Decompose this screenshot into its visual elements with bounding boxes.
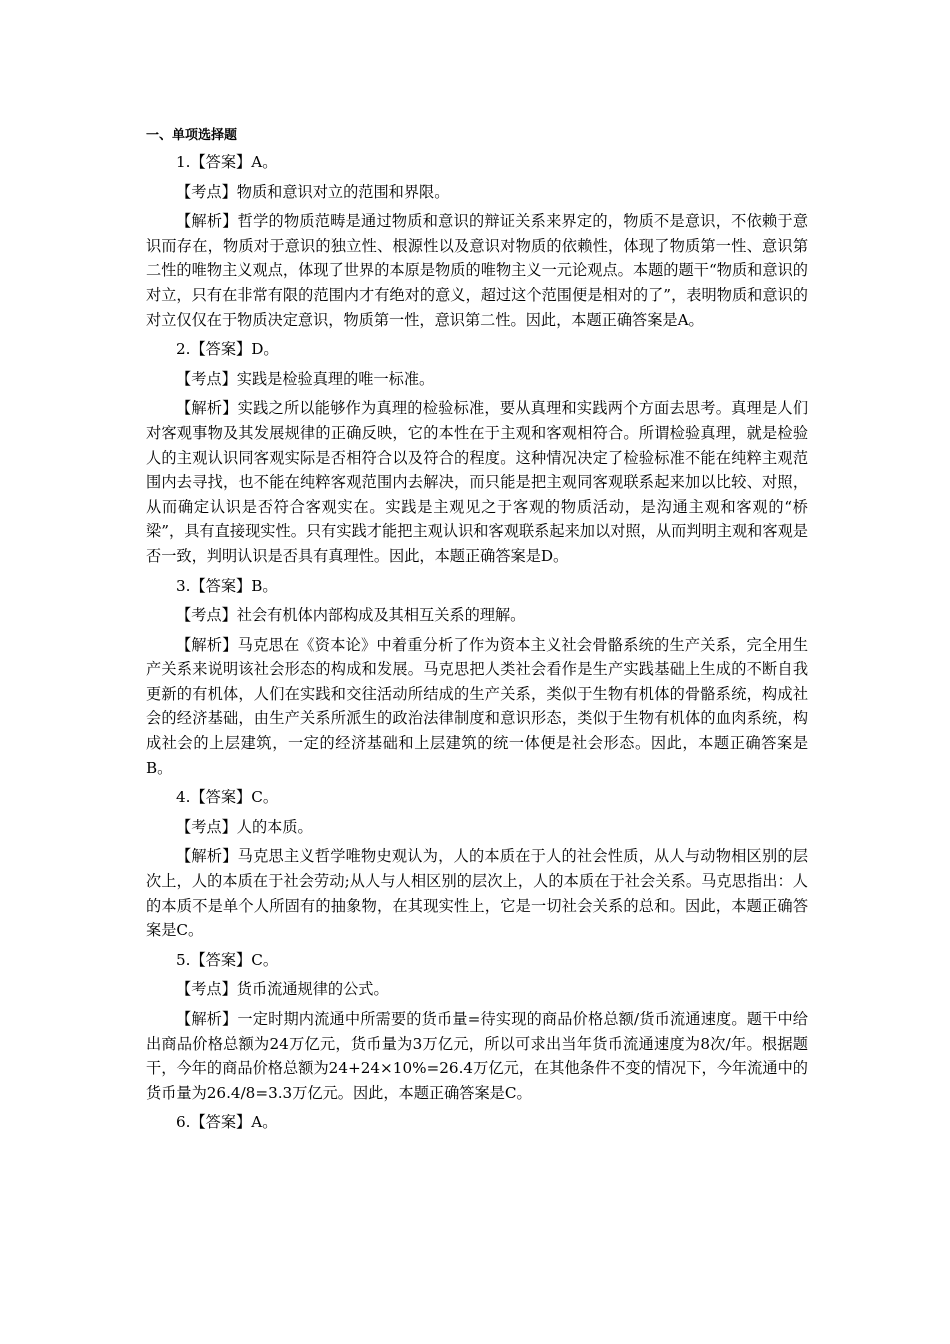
analysis-4: 【解析】马克思主义哲学唯物史观认为，人的本质在于人的社会性质，从人与动物相区别的层次上，人的本质在于社会劳动;从人与人相区别的层次上，人的本质在于社会关系。马克思指出：人的本质不是单个人所固有的抽象物，在其现实性上，它是一切社会关系的总和。因此，本题正确答案是C。	[146, 847, 808, 940]
answer-1: 1.【答案】A。	[176, 153, 278, 171]
answer-3: 3.【答案】B。	[176, 576, 278, 595]
answer-4: 4.【答案】C。	[176, 788, 279, 807]
document-page	[146, 126, 808, 1140]
topic-2: 【考点】实践是检验真理的唯一标准。	[176, 369, 435, 388]
answer-6: 6.【答案】A。	[176, 1113, 278, 1132]
section-title: 一、单项选择题	[146, 128, 238, 143]
answer-2: 2.【答案】D。	[176, 340, 279, 359]
topic-4: 【考点】人的本质。	[176, 817, 313, 836]
analysis-5: 【解析】一定时期内流通中所需要的货币量=待实现的商品价格总额/货币流通速度。题干中给出商品价格总额为24万亿元，货币量为3万亿元，所以可求出当年货币流通速度为8次/年。根据题干，今年的商品价格总额为24+24×10%=26.4万亿元，在其他条件不变的情况下，今年流通中的货币量为26.4/8=3.3万亿元。因此，本题正确答案是C。	[146, 1010, 808, 1102]
topic-5: 【考点】货币流通规律的公式。	[176, 980, 389, 999]
topic-3: 【考点】社会有机体内部构成及其相互关系的理解。	[176, 606, 526, 625]
topic-1: 【考点】物质和意识对立的范围和界限。	[176, 182, 450, 201]
answer-5: 5.【答案】C。	[176, 950, 279, 969]
analysis-1: 【解析】哲学的物质范畴是通过物质和意识的辩证关系来界定的，物质不是意识，不依赖于意识而存在，物质对于意识的独立性、根源性以及意识对物质的依赖性，体现了物质第一性、意识第二性的唯物主义观点，体现了世界的本原是物质的唯物主义一元论观点。本题的题干“物质和意识的对立，只有在非常有限的范围内才有绝对的意义，超过这个范围便是相对的了”，表明物质和意识的对立仅仅在于物质决定意识，物质第一性，意识第二性。因此，本题正确答案是A。	[146, 212, 808, 329]
analysis-2: 【解析】实践之所以能够作为真理的检验标准，要从真理和实践两个方面去思考。真理是人们对客观事物及其发展规律的正确反映，它的本性在于主观和客观相符合。所谓检验真理，就是检验人的主观认识同客观实际是否相符合以及符合的程度。这种情况决定了检验标准不能在纯粹主观范围内去寻找，也不能在纯粹客观范围内去解决，而只能是把主观同客观联系起来加以比较、对照，从而确定认识是否符合客观实在。实践是主观见之于客观的物质活动，是沟通主观和客观的“桥梁”，具有直接现实性。只有实践才能把主观认识和客观联系起来加以对照，从而判明主观和客观是否一致，判明认识是否具有真理性。因此，本题正确答案是D。	[146, 399, 808, 565]
analysis-3: 【解析】马克思在《资本论》中着重分析了作为资本主义社会骨骼系统的生产关系，完全用生产关系来说明该社会形态的构成和发展。马克思把人类社会看作是生产实践基础上生成的不断自我更新的有机体，人们在实践和交往活动所结成的生产关系，类似于生物有机体的骨骼系统，构成社会的经济基础，由生产关系所派生的政治法律制度和意识形态，类似于生物有机体的血肉系统，构成社会的上层建筑，一定的经济基础和上层建筑的统一体便是社会形态。因此，本题正确答案是B。	[146, 635, 808, 777]
